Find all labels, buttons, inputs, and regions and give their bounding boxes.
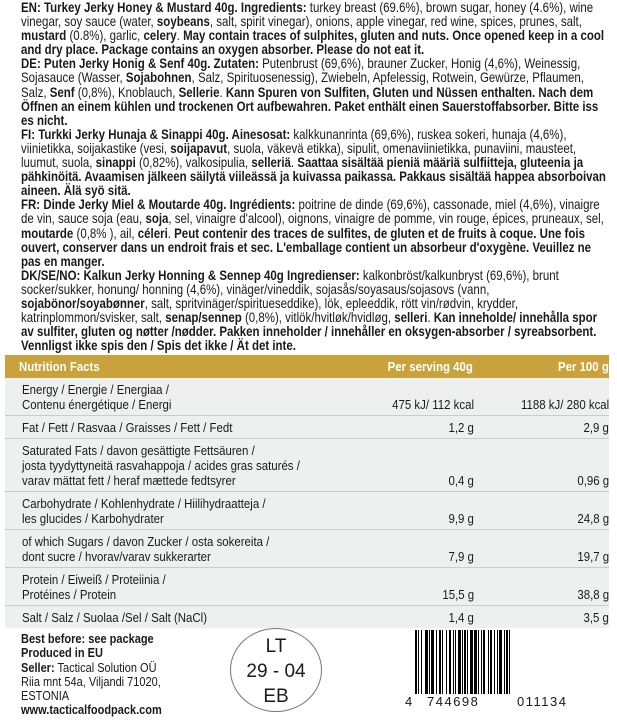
nutrient-label: Protein / Eiweiß / Proteiinia / [22,572,166,587]
nutrient-label: dont sucre / hvorav/varav sukkerarter [22,549,211,564]
per-serving-value: 15,5 g [441,587,474,602]
per-serving-value: 7,9 g [448,549,474,564]
nutrient-label: varav mättat fett / heraf mættede fedtsyrer [22,473,236,488]
nutrient-label: Salt / Salz / Suolaa /Sel / Salt (NaCl) [22,610,208,625]
seller-label: Seller: [21,660,55,675]
per-100g-header: Per 100 g [558,359,609,374]
oval-line2: 29 - 04 [246,661,306,682]
per-serving-value: 9,9 g [448,511,474,526]
text: Putenbrust (69,6%), brauner Zucker, Honig (4,6%), Weinessig, Sojasauce (Wasser, [21,55,581,86]
nutrition-row [5,492,609,530]
text: (0,82%), valkosipulia, [135,154,252,171]
bold-text: FI: Turkki Jerky Hunaja & Sinappi 40g. Ainesosat: [21,125,291,142]
oval-line1: LT [265,636,287,657]
bold-text: FR: Dinde Jerky Miel & Moutarde 40g. Ingrédients: [21,196,296,213]
per-100g-value: 2,9 g [583,420,609,435]
producer-info [21,632,181,718]
nutrition-row [5,568,609,606]
bold-text: Kan inneholde/ innehålla spor av sulfiter, gluten og nøtter /nødder. Pakken inneholder / innehåller en oksygen-absorber / syreabsorbent. Vennligst ikke spis den / Spis det ikke / Ät det inte. [21,309,598,354]
nutrition-row [5,530,609,568]
barcode [405,630,605,712]
bold-text: selleri [394,309,428,326]
bold-text: Sojabohnen [125,69,192,86]
text: kalkkunanrinta (69,6%), ruskea sokeri, hunaja (4,6%), viinietikka, soijakastike (vesi, [21,125,567,156]
nutrient-label: josta tyydyttyneitä rasvahappoja / acides gras saturés / [22,458,300,473]
barcode-first-digit: 4 [405,694,413,709]
ingredients-de [21,56,606,126]
nutrient-label: of which Sugars / davon Zucker / osta sokereita / [22,534,270,549]
ingredients-fr [21,197,606,267]
nutrient-label: Energy / Energie / Energiaa / [22,382,169,397]
text: (0.8%), garlic, [66,27,144,44]
bold-text: senap/sennep [165,309,242,326]
nutrient-label: Saturated Fats / davon gesättigte Fettsäuren / [22,443,255,458]
per-100g-value: 24,8 g [577,511,609,526]
bold-text: Peut contenir des traces de sulfites, de gluten et de fruits à coque. Une fois ouvert, conserver dans un endroit frais et sec. L'emballage contient un absorbeur d'oxygène. Veuillez ne pas en manger. [21,224,592,269]
per-serving-header: Per serving 40g [387,359,473,374]
seller-name: Tactical Solution OÜ [54,660,157,675]
bold-text: sojabönor/soyabønner [21,294,145,311]
text: (0,8%), Knoblauch, [74,83,179,100]
per-serving-value: 1,2 g [448,420,474,435]
per-serving-value: 1,4 g [448,610,474,625]
nutrient-label: Carbohydrate / Kohlenhydrate / Hiilihydraatteja / [22,496,266,511]
nutrient-label: Contenu énergétique / Energi [22,397,172,412]
barcode-right-digits: 011134 [517,694,568,709]
nutrition-row [5,378,609,416]
nutrient-label: les glucides / Karbohydrater [22,511,164,526]
per-100g-value: 19,7 g [577,549,609,564]
barcode-left-digits: 744698 [427,694,480,709]
bold-text: Saattaa sisältää pieniä määriä sulfiitteja, gluteenia ja pähkinöitä. Avaamisen jälkeen säilytä viileässä ja kuivassa paikassa. Pakkaus sisältää happea absorboivan aineen. Älä syö sitä. [21,154,606,199]
text: turkey breast (69.6%), brown sugar, honey (4.6%), wine vinegar, soy sauce (water, [21,0,594,30]
text: (0,8%), vitlök/hvitløk/hvidløg, [241,309,395,326]
bold-text: selleriä [251,154,291,171]
ingredients-fi [21,127,606,197]
per-serving-value: 0,4 g [448,473,474,488]
per-100g-value: 0,96 g [577,473,609,488]
text: . [290,154,298,171]
oval-line3: EB [263,686,289,707]
text: , Salz, Spirituosenessig), Zwiebeln, Apfelessig, Rotwein, Gewürze, Pflaumen, Salz, [21,69,584,100]
barcode-bars [415,630,605,694]
health-mark-oval [230,628,322,712]
text: , salt, spirit vinegar), onions, apple vinegar, red wine, spices, prunes, salt, [209,13,582,30]
nutrition-row [5,606,609,628]
ingredients-dk-se-no [21,268,606,353]
text: . [427,309,434,326]
nutrition-header [5,355,609,378]
bold-text: soijapavut [170,139,228,156]
nutrition-row [5,416,609,439]
bold-text: mustard [21,27,67,44]
nutrition-table [5,355,609,628]
text: , suola, väkevä etikka), sipulit, omenaviinietikka, punaviini, mausteet, luumut, suola, [21,139,577,171]
nutrition-facts-title: Nutrition Facts [19,359,100,374]
per-100g-value: 1188 kJ/ 280 kcal [520,397,609,412]
text: poitrine de dinde (69,6%), cassonade, miel (4,6%), vinaigre de vin, sauce soja (eau, [21,196,600,227]
bold-text: Sellerie [178,83,220,100]
ingredients-en [21,0,606,56]
per-100g-value: 38,8 g [577,587,609,602]
bold-text: moutarde [21,224,74,241]
text: kalkonbröst/kalkunbryst (69,6%), brunt socker/sukker, honung/ honning (4,6%), vinäger/vineddik, sojasås/soyasaus/sojasovs (vann, [21,266,559,297]
bold-text: celery [143,27,177,44]
per-100g-value: 3,5 g [583,610,609,625]
best-before: Best before: see package [21,632,154,646]
ingredients-text [21,0,606,352]
bold-text: Kann Spuren von Sulfiten, Gluten und Nüssen enthalten. Nach dem Öffnen an einem kühlen und trockenen Ort aufbewahren. Paket enthält einen Sauerstoffabsorber. Bitte iss es nicht. [21,83,599,128]
bold-text: soybeans [156,13,210,30]
nutrition-row [5,439,609,492]
bold-text: Senf [49,83,75,100]
text: , sel, vinaigre d'alcool), oignons, vinaigre de pomme, vin rouge, épices, pruneaux, sel, [168,210,604,227]
bold-text: May contain traces of sulphites, gluten and nuts. Once opened keep in a cool and dry place. Package contains an oxygen absorber. Please do not eat it. [21,27,605,58]
text: (0,8% ), ail, [73,224,138,241]
bold-text: soja [145,210,169,227]
text: . [167,224,175,241]
produced-in: Produced in EU [21,646,103,661]
website-link[interactable]: www.tacticalfoodpack.com [21,703,162,718]
bold-text: EN: Turkey Jerky Honey & Mustard 40g. Ingredients: [21,0,307,15]
per-serving-value: 475 kJ/ 112 kcal [391,397,474,412]
country: ESTONIA [21,689,70,704]
bold-text: sinappi [95,154,136,171]
bold-text: céleri [137,224,168,241]
address: Riia mnt 54a, Viljandi 71020, [21,674,161,689]
text: . [176,27,184,44]
text: , salt, spritvinäger/spiritueseddike), lök, epleeddik, rött vin/rødvin, krydder, katrinplommon/svisker, salt, [21,294,519,326]
nutrient-label: Fat / Fett / Rasvaa / Graisses / Fett / Fedt [22,420,233,435]
bold-text: DK/SE/NO: Kalkun Jerky Honning & Sennep 40g Ingredienser: [21,266,360,283]
seller [21,661,162,675]
bold-text: DE: Puten Jerky Honig & Senf 40g. Zutaten: [21,55,259,72]
barcode-bar [510,630,512,694]
nutrient-label: Protéines / Protein [22,587,117,602]
text: . [219,83,226,100]
